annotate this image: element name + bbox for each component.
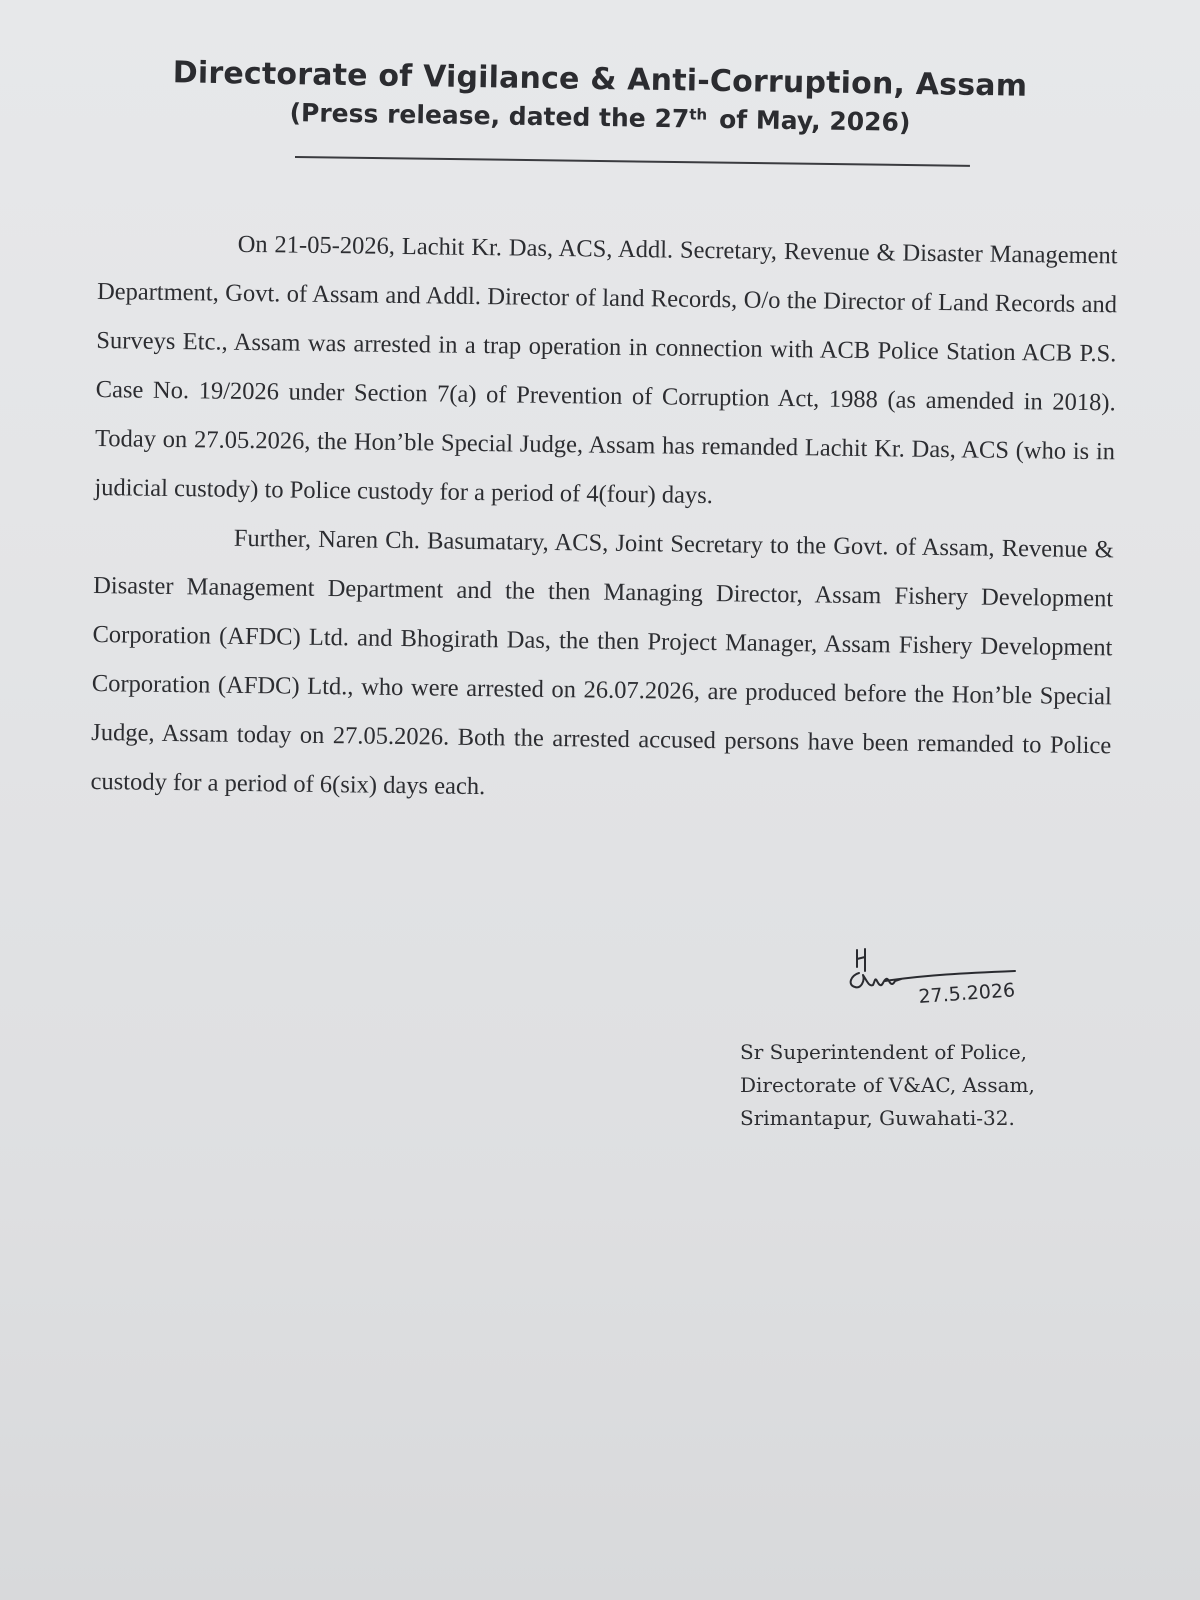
signature-scribble xyxy=(845,945,1075,1025)
signatory-office: Directorate of V&AC, Assam, xyxy=(740,1073,1035,1097)
body-paragraph-1: On 21-05-2026, Lachit Kr. Das, ACS, Addl. Secretary, Revenue & Disaster Management Department, Govt. of Assam and Addl. Director of land Records, O/o the Director of Land Records and Surveys Etc., Assam was arrested in a trap operation in connection with ACB Police Station ACB P.S. Case No. 19/2026 under Section 7(a) of Prevention of Corruption Act, 1988 (as amended in 2018). Today on 27.05.2026, the Hon’ble Special Judge, Assam has remanded Lachit Kr. Das, ACS (who is in judicial custody) to Police custody for a period of 4(four) days. xyxy=(94,230,1118,510)
handwritten-signature xyxy=(845,945,1075,1025)
header-underline xyxy=(295,156,970,167)
signature-date: 27.5.2026 xyxy=(917,979,1016,1008)
letterhead xyxy=(130,55,1070,137)
press-release-body xyxy=(90,218,1118,819)
signatory-address: Srimantapur, Guwahati-32. xyxy=(740,1106,1015,1130)
subtitle-date-prefix: (Press release, dated the 27 xyxy=(289,98,690,134)
signatory-block xyxy=(740,1036,1080,1135)
signatory-designation: Sr Superintendent of Police, xyxy=(740,1040,1028,1064)
body-paragraph-2: Further, Naren Ch. Basumatary, ACS, Joint Secretary to the Govt. of Assam, Revenue & Disaster Management Department and the then Managing Director, Assam Fishery Development Corporation (AFDC) Ltd. and Bhogirath Das, the then Project Manager, Assam Fishery Development Corporation (AFDC) Ltd., who were arrested on 26.07.2026, are produced before the Hon’ble Special Judge, Assam today on 27.05.2026. Both the arrested accused persons have been remanded to Police custody for a period of 6(six) days each. xyxy=(90,524,1114,801)
document-title: Directorate of Vigilance & Anti-Corruption, Assam xyxy=(172,55,1028,104)
subtitle-date-suffix: of May, 2026) xyxy=(718,104,911,137)
subtitle-ordinal-suffix: th xyxy=(689,105,708,124)
